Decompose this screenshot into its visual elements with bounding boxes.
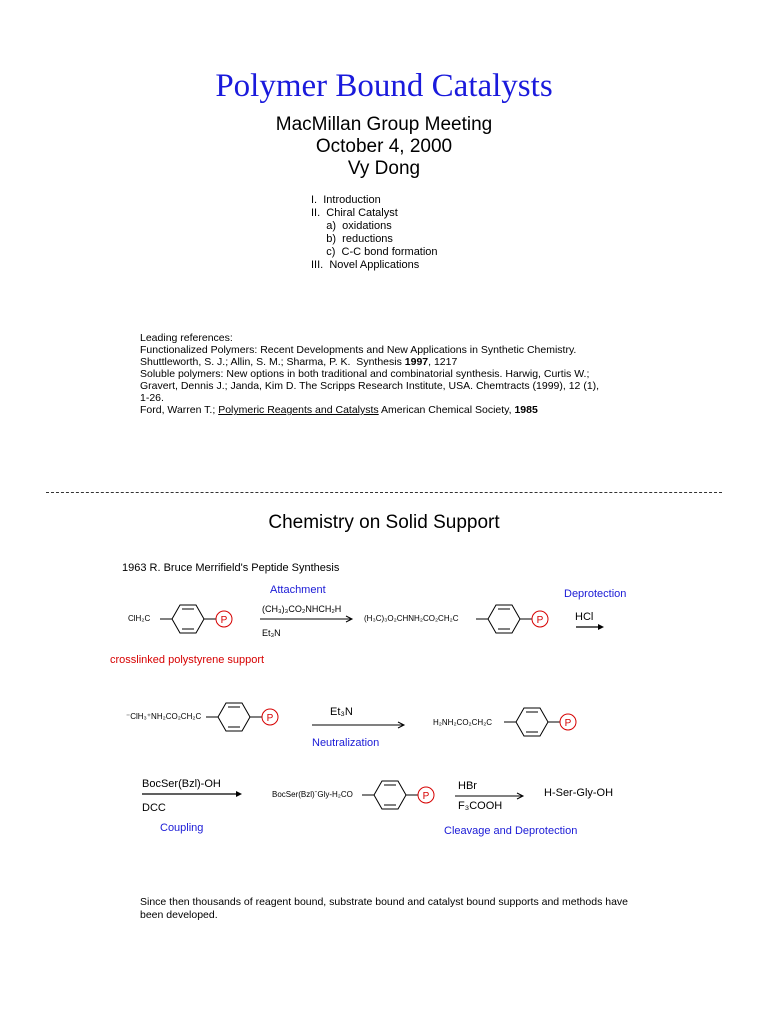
step4-product-group: BocSer(Bzl)ˉGly-H₂CO xyxy=(272,790,353,799)
benzene-ring-icon xyxy=(362,774,442,814)
benzene-ring-icon xyxy=(504,701,584,741)
reference-line: Soluble polymers: New options in both traditional and combinatorial synthesis. Harwig, Curtis W.; xyxy=(140,368,590,380)
step1-reagent-bottom: Et₃N xyxy=(262,628,281,638)
reference-line: Functionalized Polymers: Recent Developments and New Applications in Synthetic Chemistry. xyxy=(140,344,577,356)
meeting-name: MacMillan Group Meeting xyxy=(275,114,493,135)
final-product: H-Ser-Gly-OH xyxy=(544,787,614,799)
outline-item: c) C-C bond formation xyxy=(311,246,438,258)
section-divider xyxy=(46,492,722,493)
step5-reagent-top: HBr xyxy=(458,780,477,792)
benzene-ring-icon xyxy=(206,696,286,736)
step3-start-group: ⁻ClH₃⁺NH₂CO₂CH₂C xyxy=(126,712,202,721)
step4-reagent-bottom: DCC xyxy=(142,802,166,814)
step4-label: Coupling xyxy=(160,822,204,834)
outline-item: II. Chiral Catalyst xyxy=(311,207,398,219)
reference-line xyxy=(140,404,599,416)
reaction-arrow-icon xyxy=(576,622,606,632)
references-block xyxy=(140,332,599,416)
benzene-ring-icon xyxy=(160,598,240,638)
reference-line: 1-26. xyxy=(140,392,164,404)
reference-year: 1997 xyxy=(404,356,429,368)
step2-reagent: HCl xyxy=(575,611,594,623)
author-name: Vy Dong xyxy=(347,158,421,179)
ford-year: 1985 xyxy=(514,404,538,416)
resin-label: P xyxy=(536,615,544,626)
reaction-arrow-icon xyxy=(260,614,356,624)
resin-label: P xyxy=(220,615,228,626)
section-intro: 1963 R. Bruce Merrifield's Peptide Synthesis xyxy=(122,562,340,574)
reference-line xyxy=(140,356,599,368)
ford-publisher: American Chemical Society, xyxy=(378,404,515,416)
resin-label: P xyxy=(266,713,274,724)
reference-line: Gravert, Dennis J.; Janda, Kim D. The Scripps Research Institute, USA. Chemtracts (1999), 12 (1), xyxy=(140,380,600,392)
benzene-ring-icon xyxy=(476,598,556,638)
outline-item: b) reductions xyxy=(311,233,393,245)
conclusion-text xyxy=(140,896,628,922)
ford-book-title: Polymeric Reagents and Catalysts xyxy=(218,404,379,416)
step3-reagent: Et₃N xyxy=(330,706,353,718)
conclusion-line: been developed. xyxy=(140,909,218,921)
step1-reagent-top: (CH₃)₃CO₂NHCH₂H xyxy=(262,604,342,614)
step1-start-group: ClH₂C xyxy=(128,614,151,623)
reaction-arrow-icon xyxy=(142,789,244,799)
step5-reagent-bottom: F₃COOH xyxy=(458,800,503,812)
step4-reagent-top: BocSer(Bzl)-OH xyxy=(142,778,221,790)
reference-citation: Shuttleworth, S. J.; Allin, S. M.; Sharma, P. K. Synthesis xyxy=(140,356,405,368)
reference-pages: , 1217 xyxy=(428,356,458,368)
step3-product-group: H₂NH₂CO₂CH₂C xyxy=(433,718,493,727)
outline-item: III. Novel Applications xyxy=(311,259,420,271)
outline-item: a) oxidations xyxy=(311,220,392,232)
resin-label: P xyxy=(564,718,572,729)
step2-label: Deprotection xyxy=(564,588,627,600)
conclusion-line: Since then thousands of reagent bound, substrate bound and catalyst bound supports and methods have xyxy=(140,896,629,908)
outline-item: I. Introduction xyxy=(311,194,381,206)
step1-label: Attachment xyxy=(270,584,326,596)
resin-label: P xyxy=(422,791,430,802)
references-heading: Leading references: xyxy=(140,332,233,344)
ford-author: Ford, Warren T.; xyxy=(140,404,219,416)
outline-list xyxy=(311,194,438,272)
reaction-arrow-icon xyxy=(312,720,408,730)
page-title: Polymer Bound Catalysts xyxy=(215,68,553,104)
section-title: Chemistry on Solid Support xyxy=(268,512,500,533)
step5-label: Cleavage and Deprotection xyxy=(444,825,578,837)
step1-product-group: (H₃C)₃O₂CHNH₂CO₂CH₂C xyxy=(364,614,459,623)
meeting-date: October 4, 2000 xyxy=(315,136,453,157)
support-label: crosslinked polystyrene support xyxy=(110,654,265,666)
step3-label: Neutralization xyxy=(312,737,380,749)
